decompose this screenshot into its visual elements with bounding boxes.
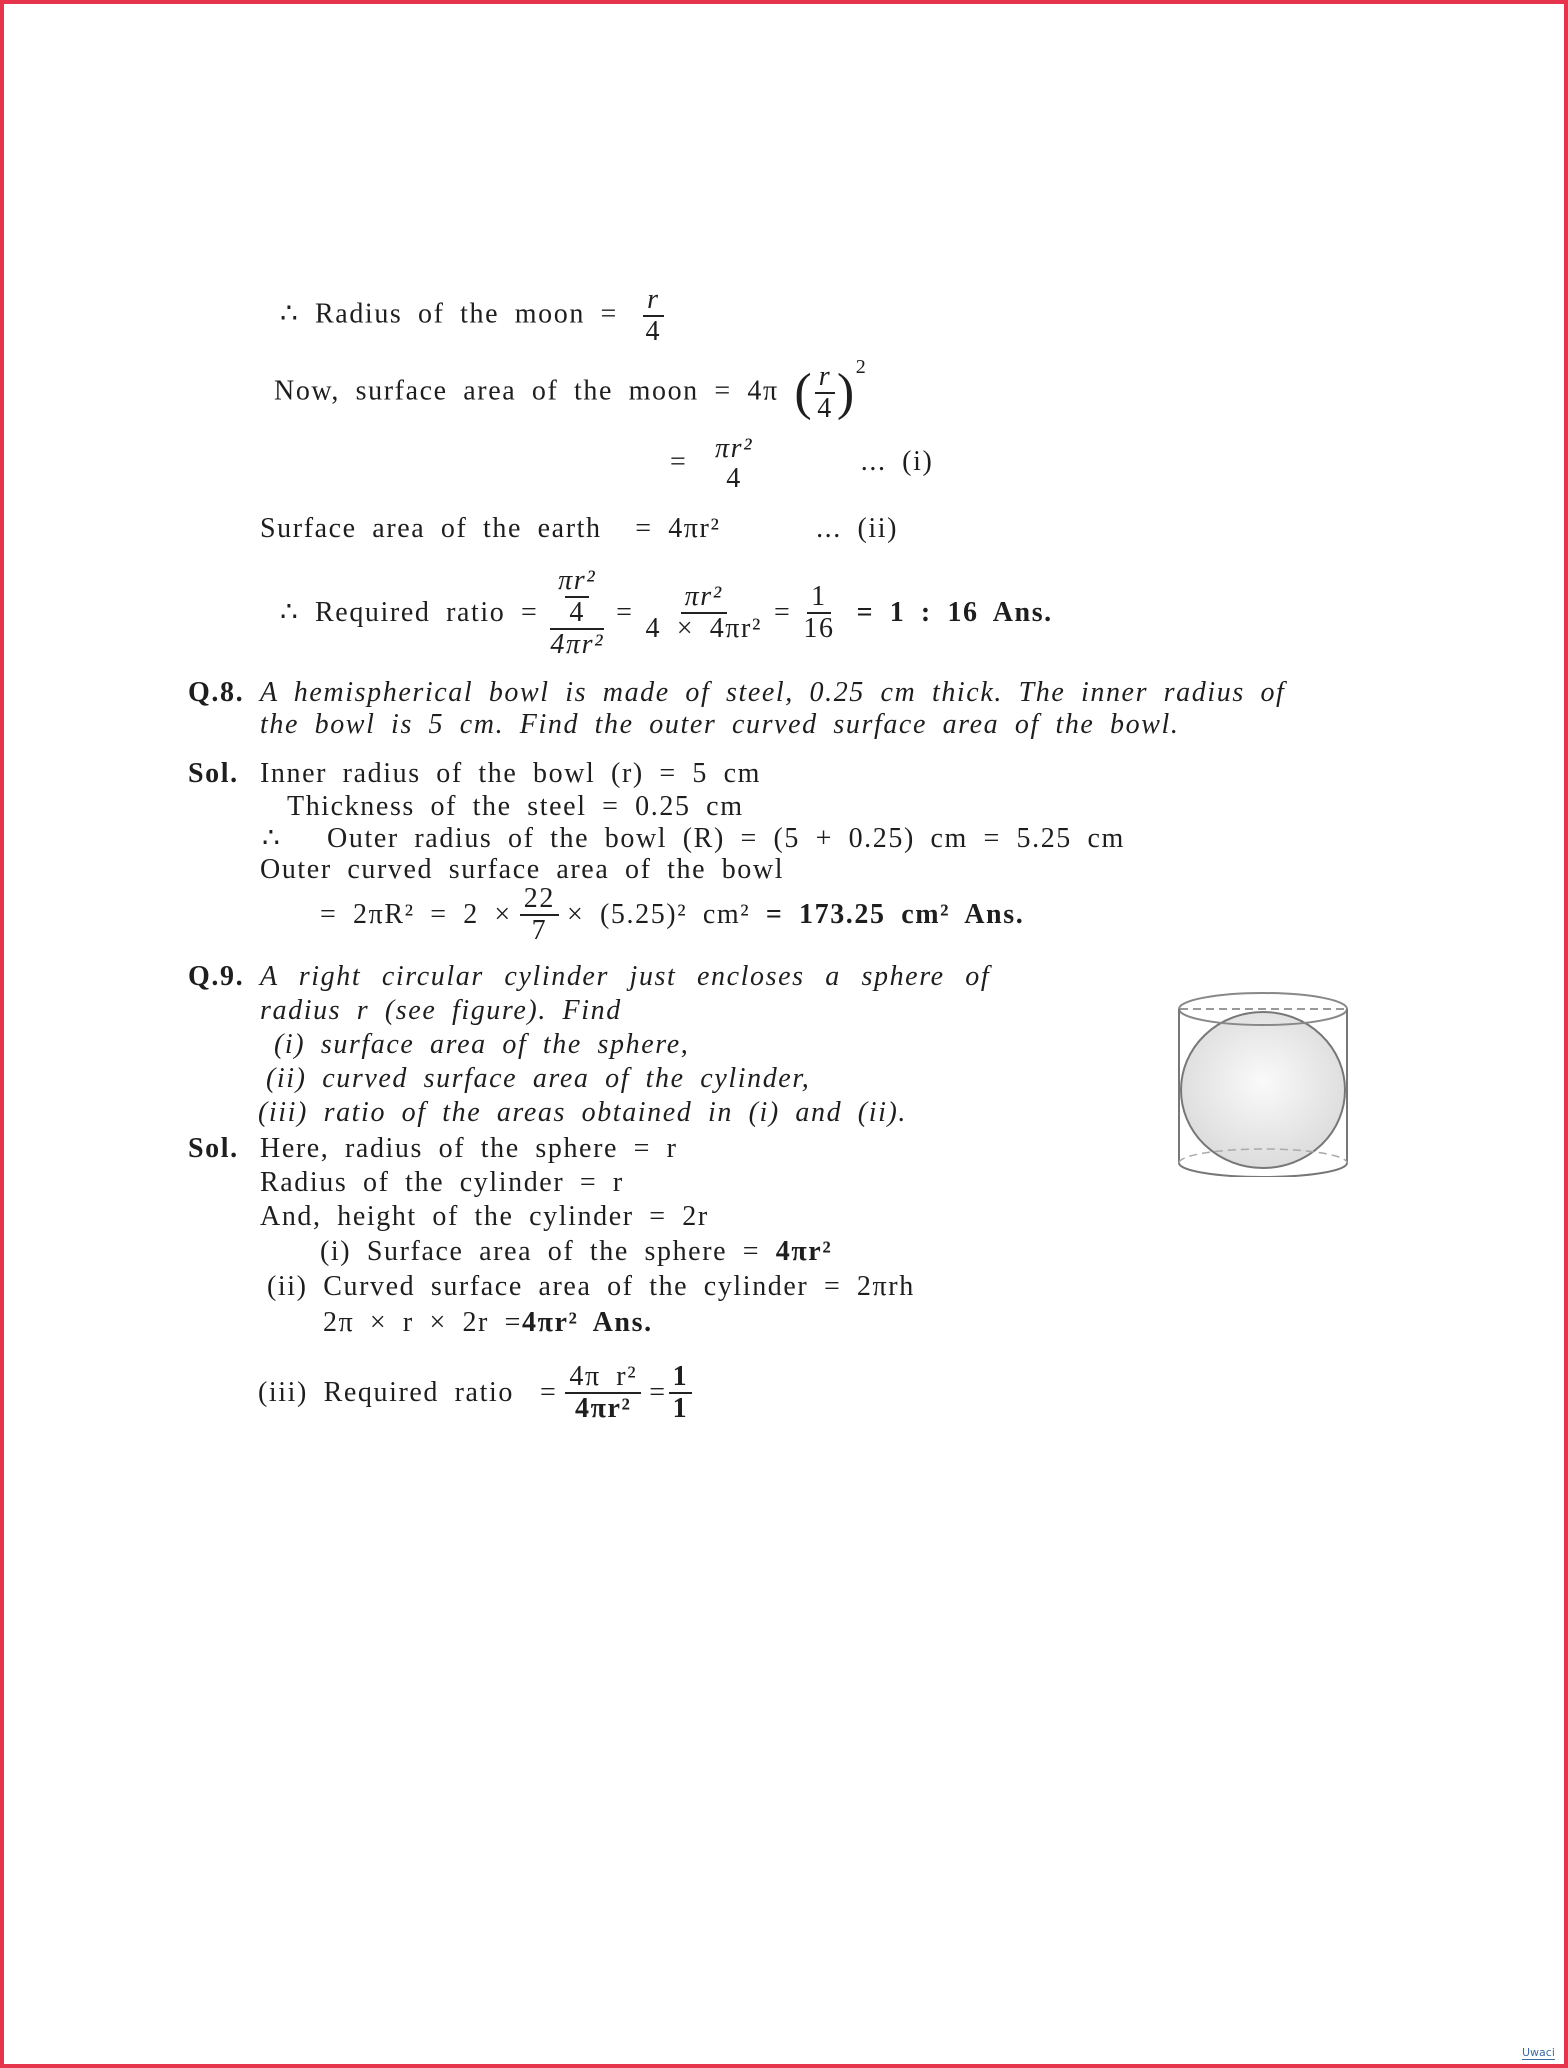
solution-label: Sol. bbox=[188, 1133, 239, 1164]
question-8 bbox=[188, 676, 1285, 710]
question-label: Q.9. bbox=[188, 961, 245, 992]
compound-fraction bbox=[546, 566, 608, 660]
moon-radius-label: Radius of the moon = bbox=[315, 298, 618, 330]
solution-label: Sol. bbox=[188, 758, 239, 789]
question-text: A hemispherical bowl is made of steel, 0.25 cm thick. The inner radius of bbox=[260, 677, 1286, 708]
numerator: 1 bbox=[669, 1362, 693, 1394]
answer: 4πr² bbox=[775, 1236, 833, 1267]
ratio-label: Required ratio = bbox=[315, 597, 539, 628]
moon-surface-area-line bbox=[274, 356, 868, 424]
fraction bbox=[711, 434, 757, 494]
therefore-symbol: ∴ bbox=[262, 823, 282, 854]
paren: ) bbox=[836, 364, 856, 421]
earth-surface-area-line bbox=[260, 512, 898, 546]
solution-8-line-1 bbox=[188, 757, 761, 791]
question-label: Q.8. bbox=[188, 677, 245, 708]
numerator: 22 bbox=[520, 884, 559, 916]
question-item: (iii) ratio of the areas obtained in (i) and (ii). bbox=[258, 1097, 908, 1128]
cylinder-sphere-figure bbox=[1176, 985, 1350, 1177]
solution-text: Radius of the cylinder = r bbox=[260, 1167, 624, 1198]
exponent: 2 bbox=[855, 356, 868, 378]
answer: = 173.25 cm² Ans. bbox=[765, 899, 1025, 930]
therefore-symbol: ∴ bbox=[280, 597, 300, 628]
numerator: r bbox=[643, 285, 664, 317]
sphere bbox=[1181, 1012, 1345, 1168]
solution-9-ratio bbox=[258, 1362, 700, 1424]
equals: = bbox=[649, 1377, 667, 1408]
solution-text: Outer curved surface area of the bowl bbox=[260, 854, 785, 885]
earth-value: = 4πr² bbox=[635, 513, 721, 544]
moon-radius-line bbox=[280, 285, 673, 347]
calc-text: = 2πR² = 2 × bbox=[320, 899, 512, 930]
solution-9-line-6 bbox=[323, 1306, 653, 1340]
solution-text: Inner radius of the bowl (r) = 5 cm bbox=[260, 758, 762, 789]
equation-tag: ... (i) bbox=[860, 446, 934, 478]
moon-surface-area-label: Now, surface area of the moon = 4π bbox=[274, 375, 779, 407]
watermark-logo: Uwaci bbox=[1522, 2046, 1555, 2059]
solution-text: And, height of the cylinder = 2r bbox=[260, 1201, 709, 1232]
paren: ( bbox=[794, 364, 814, 421]
numerator: πr² bbox=[715, 433, 754, 464]
fraction bbox=[642, 285, 666, 347]
equation-tag: ... (ii) bbox=[816, 513, 899, 544]
numerator bbox=[550, 566, 604, 630]
solution-9-line-1 bbox=[188, 1132, 678, 1166]
question-text: radius r (see figure). Find bbox=[260, 995, 622, 1026]
equals: = bbox=[616, 597, 634, 628]
inner-denominator: 4 bbox=[565, 596, 589, 628]
fraction bbox=[565, 1362, 641, 1424]
solution-text: Thickness of the steel = 0.25 cm bbox=[287, 791, 744, 822]
equals: = bbox=[773, 597, 792, 628]
question-text: the bowl is 5 cm. Find the outer curved surface area of the bowl. bbox=[260, 709, 1180, 740]
solution-8-line-3 bbox=[262, 822, 1125, 856]
numerator: πr² bbox=[681, 582, 727, 614]
therefore-symbol: ∴ bbox=[280, 298, 300, 330]
denominator: 4 bbox=[817, 393, 833, 424]
solution-9-line-4 bbox=[320, 1235, 832, 1269]
fraction bbox=[520, 884, 559, 946]
denominator: 16 bbox=[803, 613, 835, 644]
solution-text: Here, radius of the sphere = r bbox=[260, 1133, 678, 1164]
ratio-label: (iii) Required ratio bbox=[258, 1377, 514, 1408]
solution-text: Outer radius of the bowl (R) = (5 + 0.25) cm = 5.25 cm bbox=[327, 823, 1125, 854]
denominator: 4πr² bbox=[574, 1393, 632, 1424]
numerator: 4π r² bbox=[565, 1362, 641, 1394]
denominator: 4πr² bbox=[550, 629, 605, 660]
solution-8-calculation bbox=[320, 882, 1024, 948]
fraction bbox=[799, 582, 838, 644]
calc-text: × (5.25)² cm² bbox=[566, 899, 751, 930]
earth-label: Surface area of the earth bbox=[260, 513, 602, 544]
answer: = 1 : 16 Ans. bbox=[856, 597, 1053, 628]
fraction bbox=[642, 582, 766, 644]
denominator: 1 bbox=[672, 1393, 689, 1424]
inner-numerator: πr² bbox=[558, 565, 597, 596]
question-item: (i) surface area of the sphere, bbox=[274, 1029, 690, 1060]
question-item: (ii) curved surface area of the cylinder, bbox=[266, 1063, 811, 1094]
equals: = bbox=[539, 1377, 558, 1408]
solution-text: 2π × r × 2r = bbox=[323, 1307, 522, 1338]
numerator: 1 bbox=[807, 582, 831, 614]
solution-text: (i) Surface area of the sphere = bbox=[320, 1236, 761, 1267]
answer: 4πr² Ans. bbox=[521, 1307, 653, 1338]
required-ratio-line bbox=[280, 558, 1053, 668]
denominator: 4 bbox=[645, 316, 662, 347]
fraction bbox=[813, 362, 837, 424]
question-text: A right circular cylinder just encloses a sphere of bbox=[260, 961, 991, 992]
denominator: 4 × 4πr² bbox=[645, 613, 762, 644]
denominator: 7 bbox=[531, 915, 548, 946]
denominator: 4 bbox=[726, 463, 742, 494]
question-9 bbox=[188, 960, 990, 994]
equals: = bbox=[670, 446, 688, 478]
fraction bbox=[669, 1362, 693, 1424]
equation-i-line bbox=[670, 434, 933, 494]
numerator: r bbox=[815, 362, 836, 394]
solution-text: (ii) Curved surface area of the cylinder = 2πrh bbox=[267, 1271, 915, 1302]
